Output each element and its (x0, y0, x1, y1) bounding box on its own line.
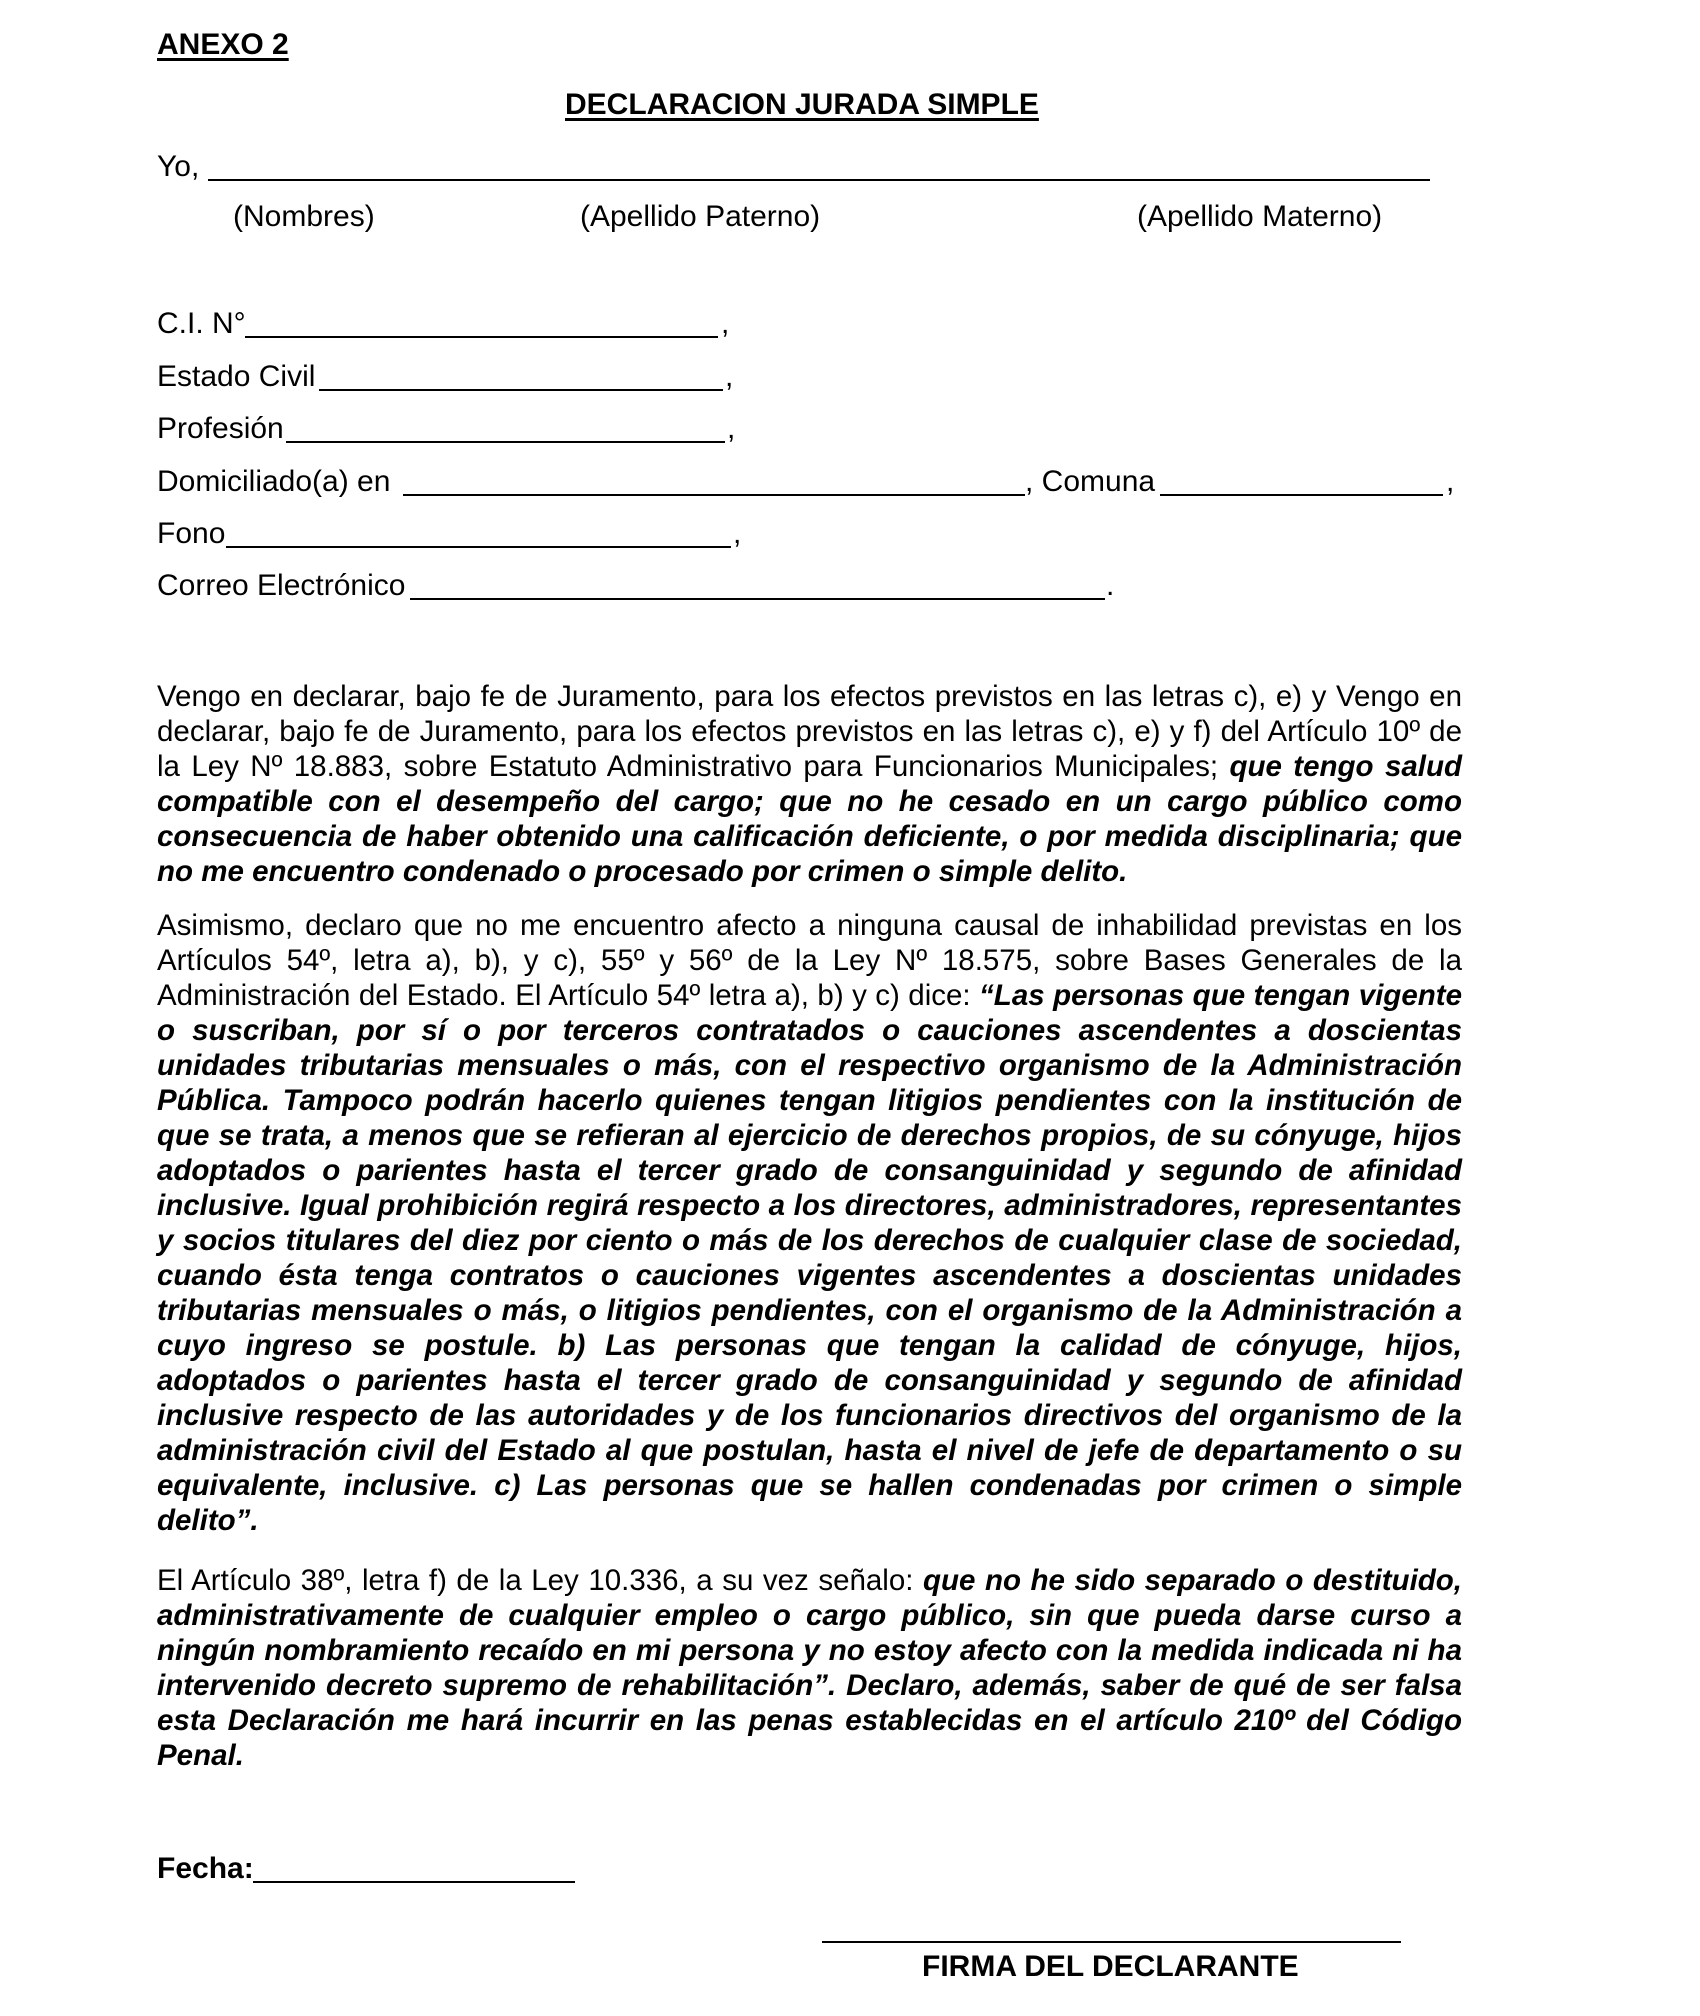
correo-period: . (1106, 569, 1115, 602)
estado-civil-label: Estado Civil (157, 360, 316, 393)
estado-civil-comma: , (725, 360, 734, 393)
signature-label: FIRMA DEL DECLARANTE (922, 1950, 1299, 1983)
fono-label: Fono (157, 517, 226, 550)
fecha-field[interactable] (253, 1881, 575, 1883)
yo-label: Yo, (157, 150, 200, 183)
estado-civil-field[interactable] (319, 389, 723, 391)
domicilio-label: Domiciliado(a) en (157, 465, 391, 498)
paragraph-1-text: Vengo en declarar, bajo fe de Juramento, para los efectos previstos en las letras c), e) y Vengo en declarar, bajo fe de Juramento, para los efectos previstos en las letras c), e) y f) del Artículo 10º de la Ley Nº 18.883, sobre Estatuto Administrativo para Funcionarios Municipales; (157, 680, 1462, 783)
signature-line[interactable] (822, 1941, 1401, 1943)
declaration-paragraph-3 (157, 1563, 1462, 1773)
ci-comma: , (721, 307, 730, 340)
paragraph-2-emphasis: “Las personas que tengan vigente o suscriban, por sí o por terceros contratados o cauciones ascendentes a doscientas unidades tributarias mensuales o más, con el respectivo organismo de la Administración Pública. Tampoco podrán hacerlo quienes tengan litigios pendientes con la institución de que se trata, a menos que se refieran al ejercicio de derechos propios, de su cónyuge, hijos adoptados o parientes hasta el tercer grado de consanguinidad y segundo de afinidad inclusive. Igual prohibición regirá respecto a los directores, administradores, representantes y socios titulares del diez por ciento o más de los derechos de cualquier clase de sociedad, cuando ésta tenga contratos o cauciones vigentes ascendentes a doscientas unidades tributarias mensuales o más, o litigios pendientes, con el organismo de la Administración a cuyo ingreso se postule. b) Las personas que tengan la calidad de cónyuge, hijos, adoptados o parientes hasta el tercer grado de consanguinidad y segundo de afinidad inclusive respecto de las autoridades y de los funcionarios directivos del organismo de la administración civil del Estado al que postulan, hasta el nivel de jefe de departamento o su equivalente, inclusive. c) Las personas que se hallen condenadas por crimen o simple delito”. (157, 979, 1462, 1537)
annex-label: ANEXO 2 (157, 28, 289, 61)
correo-label: Correo Electrónico (157, 569, 406, 602)
comuna-comma: , (1446, 465, 1455, 498)
profesion-label: Profesión (157, 412, 284, 445)
paragraph-3-text: El Artículo 38º, letra f) de la Ley 10.336, a su vez señalo: (157, 1564, 923, 1597)
full-name-field[interactable] (208, 179, 1430, 181)
fono-comma: , (733, 517, 742, 550)
paternal-surname-caption: (Apellido Paterno) (580, 200, 821, 233)
comuna-field[interactable] (1160, 494, 1443, 496)
correo-field[interactable] (410, 598, 1105, 600)
fecha-label: Fecha: (157, 1852, 254, 1885)
document-title: DECLARACION JURADA SIMPLE (565, 88, 1039, 121)
ci-label: C.I. N° (157, 307, 246, 340)
paragraph-1-emphasis: que tengo salud compatible con el desempeño del cargo; que no he cesado en un cargo público como consecuencia de haber obtenido una calificación deficiente, o por medida disciplinaria; que no me encuentro condenado o procesado por crimen o simple delito. (157, 750, 1462, 888)
profesion-field[interactable] (286, 441, 725, 443)
paragraph-2-text: Asimismo, declaro que no me encuentro afecto a ninguna causal de inhabilidad previstas en los Artículos 54º, letra a), b), y c), 55º y 56º de la Ley Nº 18.575, sobre Bases Generales de la Administración del Estado. El Artículo 54º letra a), b) y c) dice: (157, 909, 1462, 1012)
declaration-paragraph-1 (157, 679, 1462, 889)
declaration-paragraph-2 (157, 908, 1462, 1538)
profesion-comma: , (727, 412, 736, 445)
fono-field[interactable] (226, 546, 731, 548)
ci-field[interactable] (245, 336, 718, 338)
paragraph-3-emphasis: que no he sido separado o destituido, administrativamente de cualquier empleo o cargo público, sin que pueda darse curso a ningún nombramiento recaído en mi persona y no estoy afecto con la medida indicada ni ha intervenido decreto supremo de rehabilitación”. Declaro, además, saber de qué de ser falsa esta Declaración me hará incurrir en las penas establecidas en el artículo 210º del Código Penal. (157, 1564, 1462, 1772)
domicilio-field[interactable] (403, 494, 1025, 496)
first-name-caption: (Nombres) (233, 200, 375, 233)
comuna-label: , Comuna (1025, 465, 1156, 498)
maternal-surname-caption: (Apellido Materno) (1137, 200, 1383, 233)
